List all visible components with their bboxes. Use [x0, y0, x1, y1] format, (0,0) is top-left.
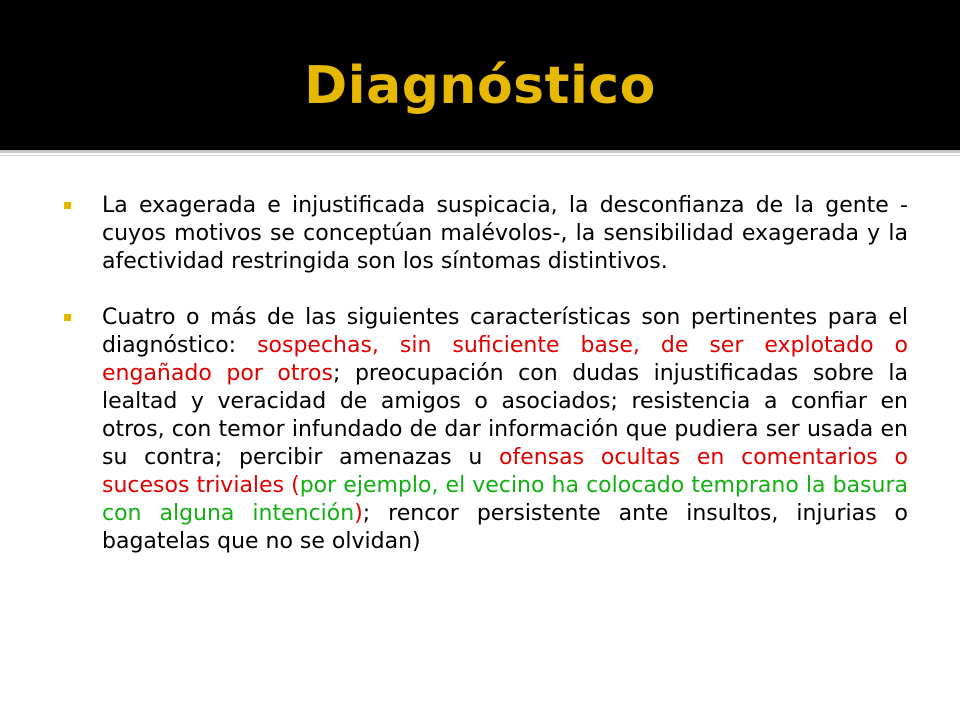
- text-segment: ; rencor persistente ante insultos, injurias o bagatelas que no se olvidan): [102, 501, 908, 554]
- bullet-item: [102, 192, 908, 276]
- text-segment: La exagerada e injustificada suspicacia, la desconfianza de la gente -cuyos motivos se conceptúan malévolos-, la sensibilidad exagerada y la afectividad restringida son los síntomas distintivos.: [102, 193, 908, 274]
- text-segment: ; preocupación con dudas injustificadas sobre la lealtad y veracidad de amigos o asociados; resistencia a confiar en otros, con temor infundado de dar información que pudiera ser usada en su contra; percibir amenazas u: [102, 361, 908, 470]
- title-divider: [0, 150, 960, 153]
- bullet-text: [102, 193, 908, 274]
- text-segment-highlight-red: ofensas ocultas en comentarios o sucesos triviales (: [102, 445, 908, 498]
- bullet-text: [102, 305, 908, 554]
- slide-body: [102, 192, 908, 556]
- slide-title: Diagnóstico: [304, 56, 656, 116]
- text-segment-highlight-red: ): [354, 501, 363, 526]
- bullet-square-icon: [64, 202, 71, 209]
- text-segment-highlight-red: sospechas, sin suficiente base, de ser explotado o engañado por otros: [102, 333, 908, 386]
- text-segment: Cuatro o más de las siguientes características son pertinentes para el diagnóstico:: [102, 305, 908, 358]
- title-divider-thin: [0, 155, 960, 156]
- text-segment-highlight-green: por ejemplo, el vecino ha colocado temprano la basura con alguna intención: [102, 473, 908, 526]
- bullet-square-icon: [64, 314, 71, 321]
- bullet-item: [102, 304, 908, 556]
